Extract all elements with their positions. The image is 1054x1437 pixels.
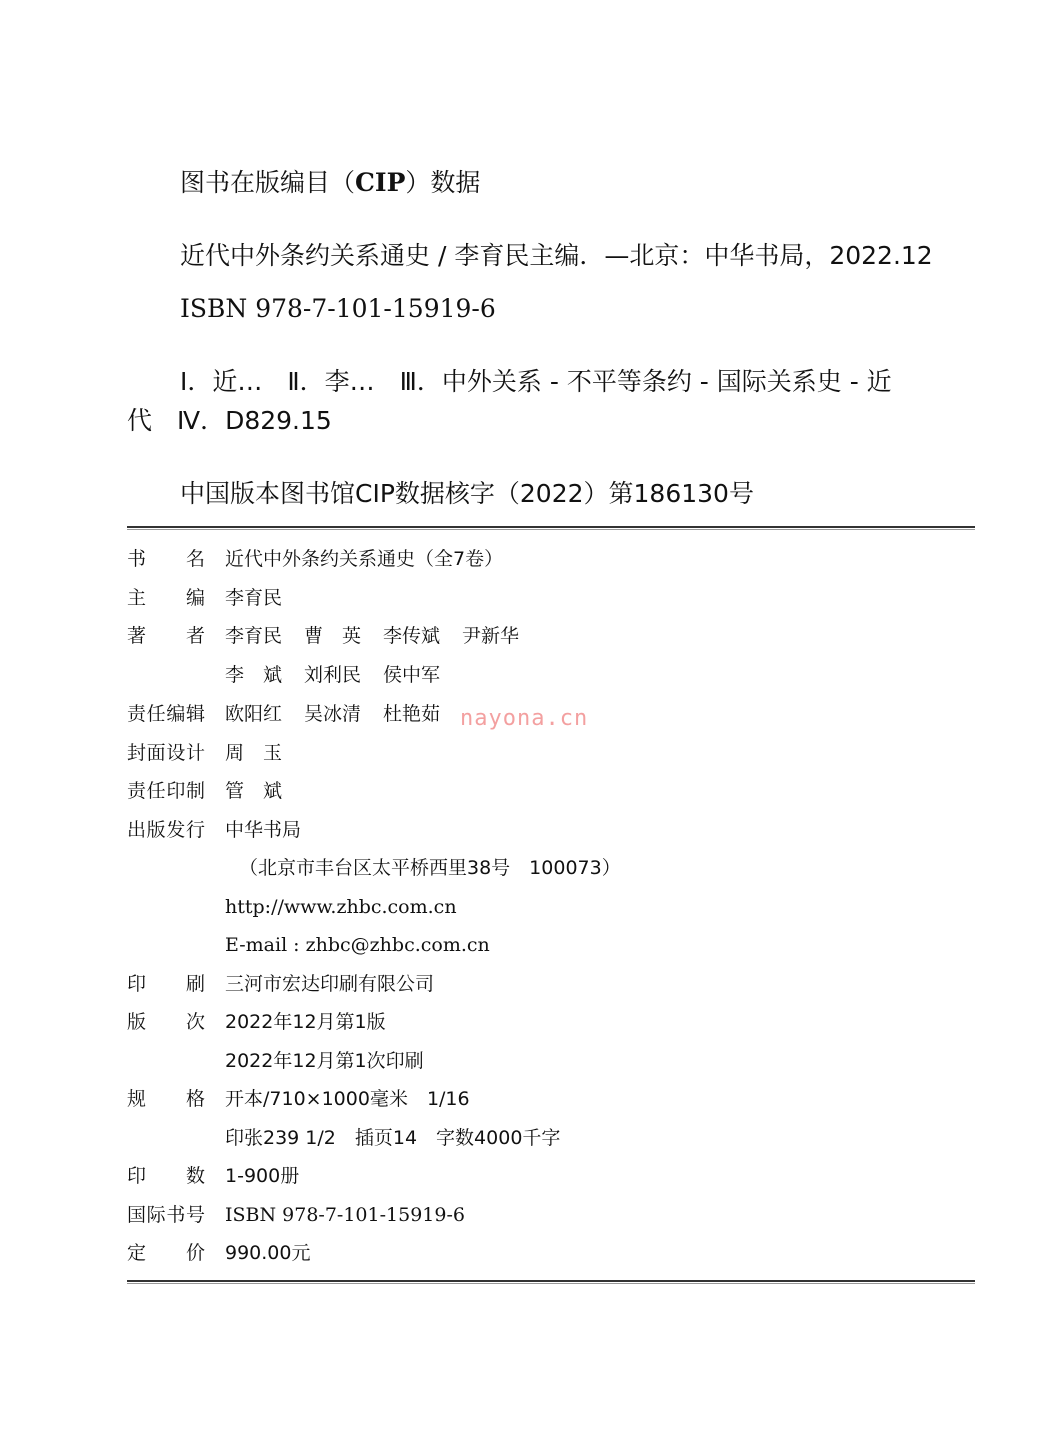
cip-title-prefix: 图书在版编目（ bbox=[180, 168, 356, 197]
label-authors: 著 者 bbox=[127, 625, 205, 647]
cip-classification-line2: 代 Ⅳ．D829.15 bbox=[127, 406, 332, 435]
value-print-supervisor: 管 斌 bbox=[225, 780, 283, 802]
label-print-count: 印 数 bbox=[127, 1165, 205, 1187]
label-price: 定 价 bbox=[127, 1242, 205, 1264]
value-format-line1: 开本/710×1000毫米 1/16 bbox=[225, 1088, 470, 1110]
author-name: 李 斌 bbox=[225, 664, 283, 686]
cip-title bbox=[180, 170, 480, 195]
value-chief-editor: 李育民 bbox=[225, 587, 283, 609]
label-format: 规 格 bbox=[127, 1088, 205, 1110]
value-cover-design: 周 玉 bbox=[225, 742, 283, 764]
label-chief-editor: 主 编 bbox=[127, 587, 205, 609]
author-name: 曹 英 bbox=[304, 625, 362, 647]
publisher-email-link[interactable]: E-mail : zhbc@zhbc.com.cn bbox=[225, 934, 490, 956]
author-name: 尹新华 bbox=[462, 625, 520, 647]
value-isbn: ISBN 978-7-101-15919-6 bbox=[225, 1204, 465, 1226]
cip-title-suffix: ）数据 bbox=[405, 168, 481, 197]
watermark-text: nayona.cn bbox=[460, 706, 589, 731]
author-name: 刘利民 bbox=[304, 664, 362, 686]
label-publisher: 出版发行 bbox=[127, 819, 205, 841]
value-printer: 三河市宏达印刷有限公司 bbox=[225, 973, 435, 995]
value-authors-line1 bbox=[225, 623, 519, 649]
label-isbn: 国际书号 bbox=[127, 1204, 205, 1226]
author-name: 李传斌 bbox=[383, 625, 441, 647]
value-edition-line1: 2022年12月第1版 bbox=[225, 1011, 386, 1033]
label-print-supervisor: 责任印制 bbox=[127, 780, 205, 802]
value-price: 990.00元 bbox=[225, 1242, 311, 1264]
cip-book-line: 近代中外条约关系通史 / 李育民主编．—北京：中华书局，2022.12 bbox=[180, 241, 933, 270]
author-name: 侯中军 bbox=[383, 664, 441, 686]
editor-name: 杜艳茹 bbox=[383, 703, 441, 725]
value-authors-line2 bbox=[225, 662, 440, 688]
editor-name: 吴冰清 bbox=[304, 703, 362, 725]
label-book-name: 书 名 bbox=[127, 548, 205, 570]
value-edition-line2: 2022年12月第1次印刷 bbox=[225, 1050, 424, 1072]
cip-isbn-line: ISBN 978-7-101-15919-6 bbox=[180, 294, 496, 323]
label-printer: 印 刷 bbox=[127, 973, 205, 995]
value-book-name: 近代中外条约关系通史（全7卷） bbox=[225, 548, 504, 570]
bottom-divider bbox=[127, 1280, 975, 1284]
value-publisher-address: （北京市丰台区太平桥西里38号 100073） bbox=[239, 857, 621, 879]
editor-name: 欧阳红 bbox=[225, 703, 283, 725]
value-publisher-name: 中华书局 bbox=[225, 819, 302, 841]
author-name: 李育民 bbox=[225, 625, 283, 647]
value-responsible-editors bbox=[225, 701, 440, 727]
value-print-count: 1-900册 bbox=[225, 1165, 300, 1187]
top-divider bbox=[127, 526, 975, 530]
label-cover-design: 封面设计 bbox=[127, 742, 205, 764]
cip-classification-line1: Ⅰ．近… Ⅱ．李… Ⅲ．中外关系 - 不平等条约 - 国际关系史 - 近 bbox=[180, 367, 892, 396]
label-responsible-editors: 责任编辑 bbox=[127, 703, 205, 725]
label-edition: 版 次 bbox=[127, 1011, 205, 1033]
value-format-line2: 印张239 1/2 插页14 字数4000千字 bbox=[225, 1127, 561, 1149]
cip-title-cip: CIP bbox=[355, 168, 406, 197]
cip-verification-line: 中国版本图书馆CIP数据核字（2022）第186130号 bbox=[180, 479, 754, 508]
publisher-url-link[interactable]: http://www.zhbc.com.cn bbox=[225, 896, 457, 918]
